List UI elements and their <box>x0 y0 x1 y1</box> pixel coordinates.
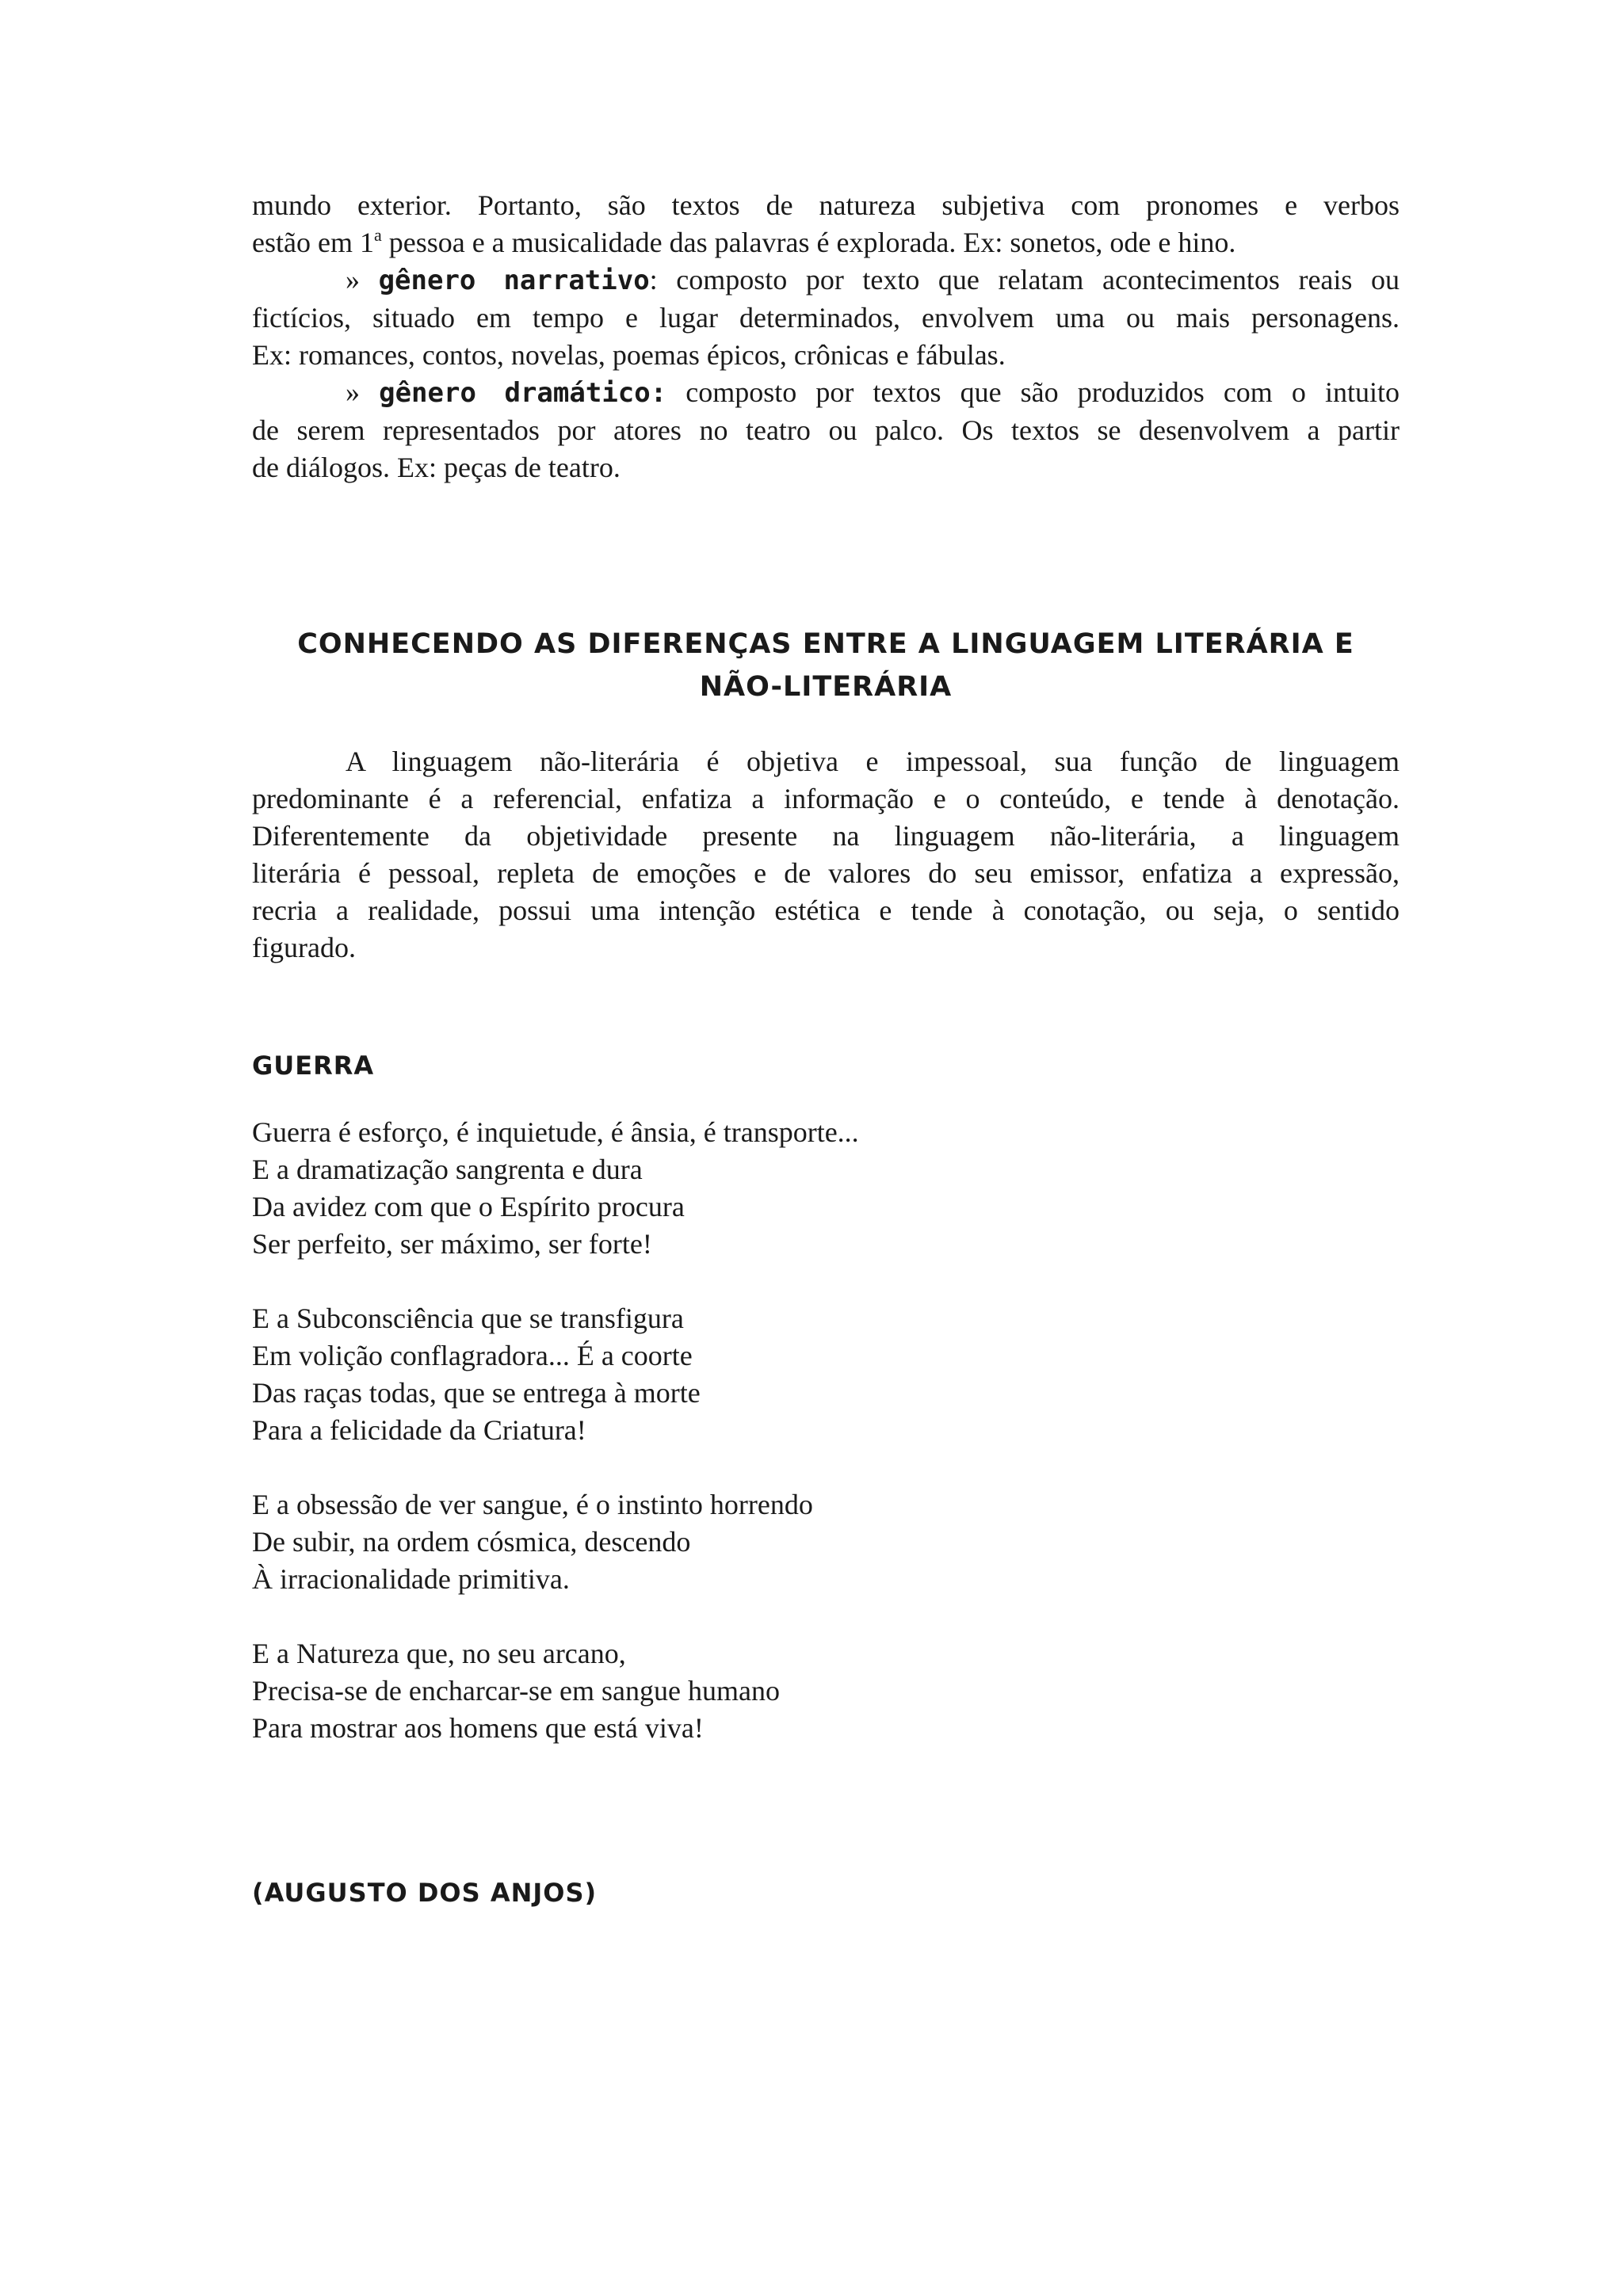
text-line <box>252 374 1400 412</box>
genre-term: gênero dramático: <box>379 377 667 409</box>
genre-dramatico-paragraph <box>252 374 1400 486</box>
poem-stanza <box>252 1635 1400 1747</box>
text-line: A linguagem não-literária é objetiva e impessoal, sua função de linguagem <box>346 746 1400 777</box>
text-line: figurado. <box>252 932 356 963</box>
text-line: Diferentemente da objetividade presente na linguagem não-literária, a linguagem <box>252 820 1400 852</box>
bullet-marker: » <box>346 376 380 408</box>
text-line: mundo exterior. Portanto, são textos de natureza subjetiva com pronomes e verbos <box>252 189 1400 221</box>
poem-verse: E a Natureza que, no seu arcano, <box>252 1638 626 1669</box>
poem-body <box>252 1114 1400 1784</box>
poem-verse: Precisa-se de encharcar-se em sangue humano <box>252 1675 780 1707</box>
genre-narrativo-paragraph <box>252 261 1400 374</box>
poem-verse: Para a felicidade da Criatura! <box>252 1414 586 1446</box>
intro-paragraph <box>252 187 1400 261</box>
poem-verse: Em volição conflagradora... É a coorte <box>252 1340 693 1371</box>
poem-verse: Para mostrar aos homens que está viva! <box>252 1712 704 1744</box>
poem-verse: Guerra é esforço, é inquietude, é ânsia, é transporte... <box>252 1116 859 1148</box>
ordinal-superscript: a <box>373 225 382 245</box>
document-page <box>252 187 1400 1908</box>
text-fragment: pessoa e a musicalidade das palavras é explorada. Ex: sonetos, ode e hino. <box>388 227 1236 258</box>
text-fragment: estão em 1 <box>252 227 374 258</box>
text-fragment: : composto por texto que relatam acontecimentos reais ou <box>649 264 1400 296</box>
bullet-marker: » <box>346 264 379 296</box>
text-line: fictícios, situado em tempo e lugar determinados, envolvem uma ou mais personagens. <box>252 302 1400 334</box>
poem-verse: À irracionalidade primitiva. <box>252 1563 570 1595</box>
poem-verse: E a dramatização sangrenta e dura <box>252 1154 643 1185</box>
poem-verse: E a Subconsciência que se transfigura <box>252 1302 684 1334</box>
text-line: recria a realidade, possui uma intenção estética e tende à conotação, ou seja, o sentido <box>252 894 1400 926</box>
text-line: predominante é a referencial, enfatiza a informação e o conteúdo, e tende à denotação. <box>252 783 1400 814</box>
poem-stanza <box>252 1300 1400 1449</box>
text-line: de serem representados por atores no teatro ou palco. Os textos se desenvolvem a partir <box>252 414 1400 446</box>
text-line: literária é pessoal, repleta de emoções e de valores do seu emissor, enfatiza a expressão, <box>252 857 1400 889</box>
poem-verse: Ser perfeito, ser máximo, ser forte! <box>252 1228 652 1260</box>
text-line <box>252 224 1400 261</box>
poem-verse: Da avidez com que o Espírito procura <box>252 1191 685 1222</box>
section-heading-line: NÃO-LITERÁRIA <box>699 671 953 703</box>
section-heading-line: CONHECENDO AS DIFERENÇAS ENTRE A LINGUAGEM LITERÁRIA E <box>297 628 1354 660</box>
poem-verse: E a obsessão de ver sangue, é o instinto horrendo <box>252 1489 813 1520</box>
poem-author: (AUGUSTO DOS ANJOS) <box>252 1878 598 1908</box>
poem-title: GUERRA <box>252 1051 375 1081</box>
poem-stanza <box>252 1486 1400 1598</box>
poem-stanza <box>252 1114 1400 1263</box>
poem-verse: De subir, na ordem cósmica, descendo <box>252 1526 691 1558</box>
genre-term: gênero narrativo <box>378 265 650 296</box>
text-line: de diálogos. Ex: peças de teatro. <box>252 452 621 483</box>
section-heading <box>252 623 1400 708</box>
section-paragraph <box>252 743 1400 967</box>
text-line: Ex: romances, contos, novelas, poemas épicos, crônicas e fábulas. <box>252 339 1006 371</box>
poem-verse: Das raças todas, que se entrega à morte <box>252 1377 701 1409</box>
text-line <box>252 261 1400 299</box>
text-fragment: composto por textos que são produzidos com o intuito <box>666 376 1400 408</box>
